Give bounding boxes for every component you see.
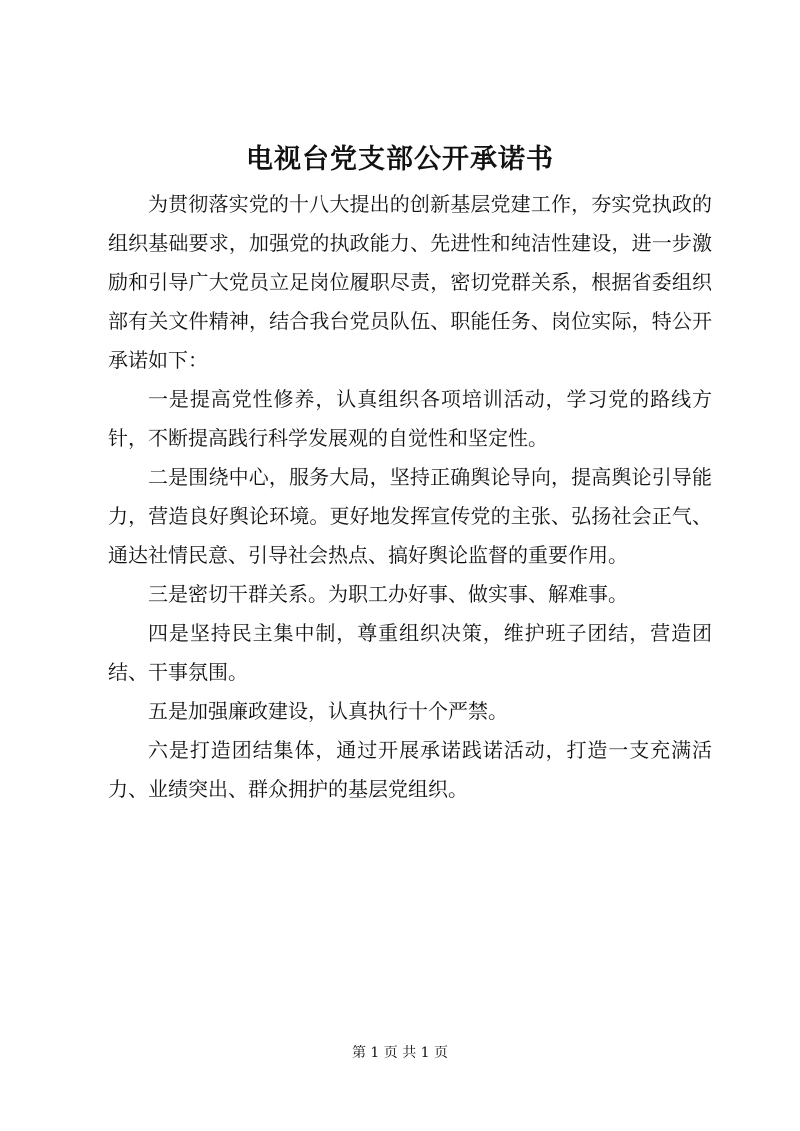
intro-paragraph: 为贯彻落实党的十八大提出的创新基层党建工作，夯实党执政的组织基础要求，加强党的执政能力、先进性和纯洁性建设，进一步激励和引导广大党员立足岗位履职尽责，密切党群关系，根据省委组织部有关文件精神，结合我台党员队伍、职能任务、岗位实际，特公开承诺如下： [108,192,712,372]
document-title: 电视台党支部公开承诺书 [246,144,554,175]
commitment-paragraph-5: 五是加强廉政建设，认真执行十个严禁。 [148,699,508,723]
commitment-paragraph-2: 二是围绕中心，服务大局，坚持正确舆论导向，提高舆论引导能力，营造良好舆论环境。更好地发挥宣传党的主张、弘扬社会正气、通达社情民意、引导社会热点、搞好舆论监督的重要作用。 [108,465,712,567]
commitment-paragraph-3: 三是密切干群关系。为职工办好事、做实事、解难事。 [148,582,628,606]
document-body [108,185,712,809]
commitment-paragraph-1: 一是提高党性修养，认真组织各项培训活动，学习党的路线方针，不断提高践行科学发展观的自觉性和坚定性。 [108,387,712,450]
page-number-footer: 第 1 页 共 1 页 [351,1045,449,1061]
commitment-paragraph-6: 六是打造团结集体，通过开展承诺践诺活动，打造一支充满活力、业绩突出、群众拥护的基层党组织。 [108,738,712,801]
commitment-paragraph-4: 四是坚持民主集中制，尊重组织决策，维护班子团结，营造团结、干事氛围。 [108,621,712,684]
